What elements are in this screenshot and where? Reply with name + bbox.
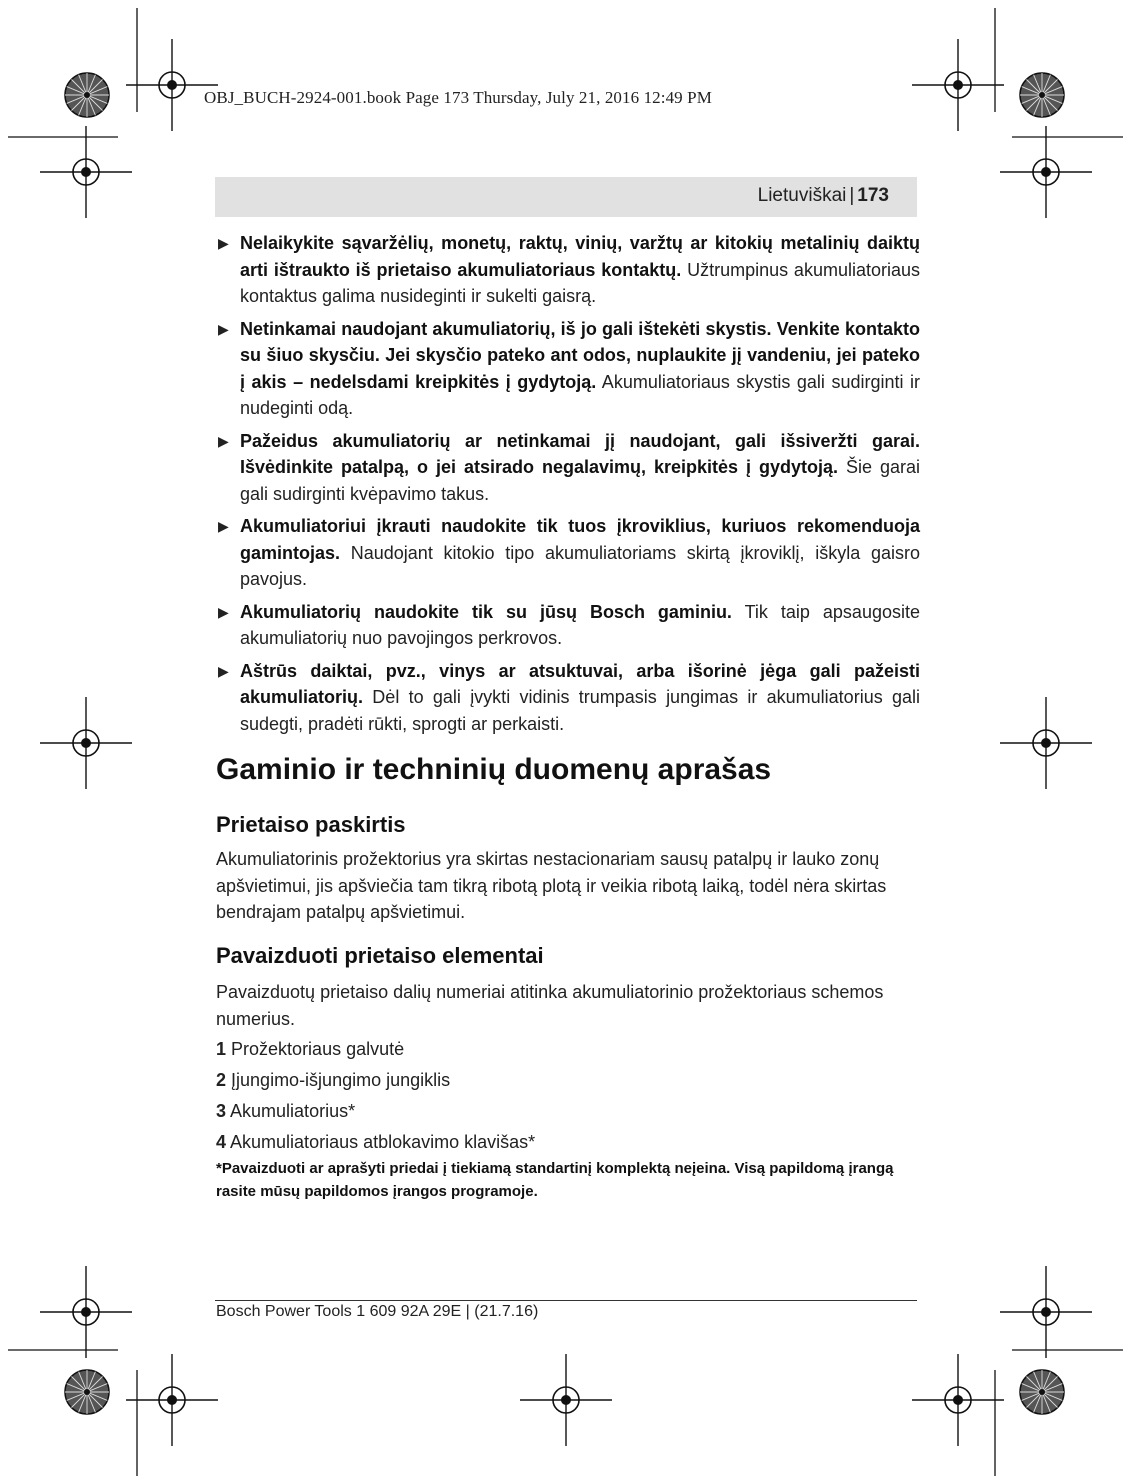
warning-item — [216, 428, 920, 508]
warning-bold: Netinkamai naudojant akumuliatorių, iš jo gali ištekėti skystis. Venkite kontakto su šiuo skysčiu. Jei skysčio pateko ant odos, nuplaukite jį vandeniu, jei pateko į akis – nedelsdami kreipkitės į gydytoją. — [240, 318, 920, 392]
warning-bold: Pažeidus akumuliatorių ar netinkamai jį naudojant, gali išsiveržti garai. Išvėdinkite patalpą, o jei atsirado negalavimų, kreipkitės į gydytoją. — [240, 430, 920, 477]
triangle-bullet-icon: ▶ — [218, 432, 229, 449]
warning-item — [216, 658, 920, 738]
warning-item — [216, 513, 920, 593]
triangle-bullet-icon: ▶ — [218, 603, 229, 620]
warning-bold: Aštrūs daiktai, pvz., vinys ar atsuktuvai, arba išorinė jėga gali pažeisti akumuliatorių. — [240, 660, 920, 707]
components-heading: Pavaizduoti prietaiso elementai — [216, 943, 544, 968]
section-title: Gaminio ir techninių duomenų aprašas — [216, 753, 772, 786]
warning-item — [216, 230, 920, 310]
warning-text: Akumuliatoriaus skystis gali sudirginti ir nudeginti odą. — [240, 371, 920, 418]
component-number: 3 — [216, 1101, 227, 1121]
intended-use-heading: Prietaiso paskirtis — [216, 812, 406, 837]
triangle-bullet-icon: ▶ — [218, 235, 229, 251]
component-item — [216, 1065, 535, 1096]
triangle-bullet-icon: ▶ — [218, 320, 229, 337]
warning-item — [216, 316, 920, 422]
component-item — [216, 1127, 535, 1158]
warning-text: Naudojant kitokio tipo akumuliatoriams skirtą įkroviklį, iškyla gaisro pavojus. — [240, 542, 920, 589]
component-number: 4 — [216, 1132, 227, 1152]
component-number: 2 — [216, 1070, 227, 1090]
component-number: 1 — [216, 1039, 227, 1059]
triangle-bullet-icon: ▶ — [218, 518, 229, 534]
accessories-footnote: *Pavaizduoti ar aprašyti priedai į tiekiamą standartinį komplektą neįeina. Visą papildomą įrangą rasite mūsų papildomos įrangos programoje. — [216, 1160, 894, 1200]
components-list — [216, 1034, 535, 1158]
warning-bold: Nelaikykite sąvaržėlių, monetų, raktų, vinių, varžtų ar kitokių metalinių daiktų arti ištraukto iš prietaiso akumuliatoriaus kontaktų. — [240, 233, 920, 280]
safety-warnings-list — [216, 230, 920, 743]
warning-item — [216, 599, 920, 652]
page-footer: Bosch Power Tools 1 609 92A 29E | (21.7.16) — [216, 1303, 539, 1320]
page-header — [215, 177, 917, 217]
intended-use-text: Akumuliatorinis prožektorius yra skirtas nestacionariam sausų patalpų ir lauko zonų apšvietimui, jis apšviečia tam tikrą ribotą plotą ir veikia ribotą laiką, todėl nėra skirtas bendrajam patalpų apšvietimui. — [216, 849, 887, 922]
component-label: Akumuliatoriaus atblokavimo klavišas* — [230, 1132, 536, 1152]
warning-bold: Akumuliatorių naudokite tik su jūsų Bosch gaminiu. — [240, 601, 732, 622]
component-label: Prožektoriaus galvutė — [231, 1039, 405, 1059]
header-language: Lietuviškai — [757, 185, 847, 206]
footer-divider — [215, 1300, 917, 1301]
running-head — [758, 185, 889, 207]
component-label: Akumuliatorius* — [230, 1101, 356, 1121]
component-item — [216, 1034, 535, 1065]
warning-text: Užtrumpinus akumuliatoriaus kontaktus galima nusideginti ir sukelti gaisrą. — [240, 259, 920, 306]
warning-bold: Akumuliatoriui įkrauti naudokite tik tuos įkroviklius, kuriuos rekomenduoja gamintojas. — [240, 516, 920, 563]
page-number: 173 — [857, 185, 889, 206]
components-intro: Pavaizduotų prietaiso dalių numeriai atitinka akumuliatorinio prožektoriaus schemos numerius. — [216, 982, 884, 1029]
warning-text: Dėl to gali įvykti vidinis trumpasis jungimas ir akumuliatorius gali sudegti, pradėti rūkti, sprogti ar perkaisti. — [240, 687, 920, 734]
triangle-bullet-icon: ▶ — [218, 662, 229, 679]
component-item — [216, 1096, 535, 1127]
book-slug-line: OBJ_BUCH-2924-001.book Page 173 Thursday, July 21, 2016 12:49 PM — [204, 88, 712, 107]
header-separator: | — [849, 185, 855, 206]
component-label: Įjungimo-išjungimo jungiklis — [231, 1070, 451, 1090]
warning-text: Šie garai gali sudirginti kvėpavimo takus. — [240, 457, 920, 504]
warning-text: Tik taip apsaugosite akumuliatorių nuo pavojingos perkrovos. — [240, 601, 920, 648]
